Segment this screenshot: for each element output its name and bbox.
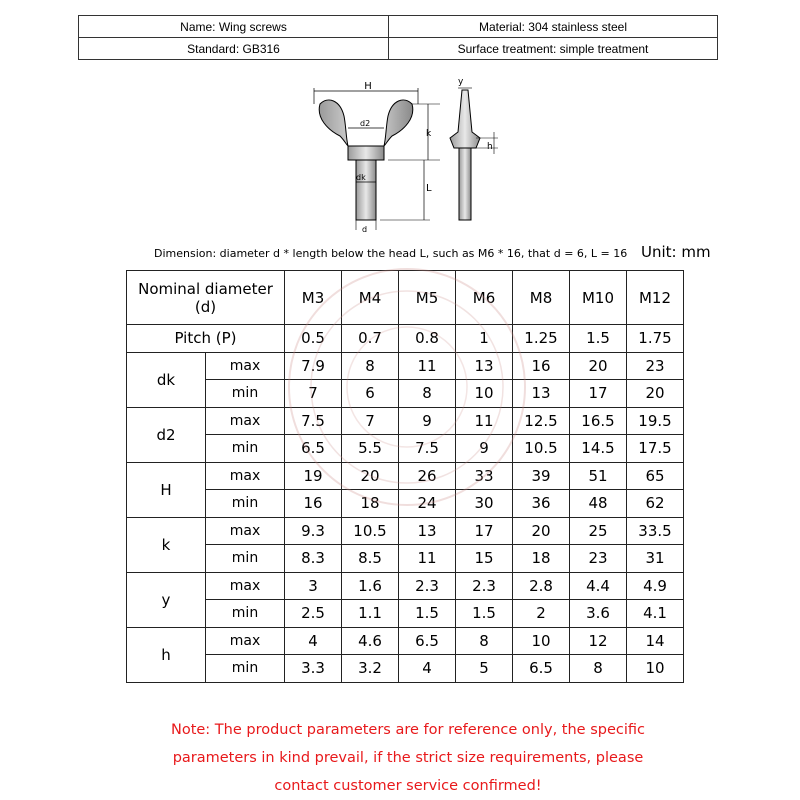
size-header: M8 [513, 271, 570, 325]
value-cell: 4.6 [342, 627, 399, 655]
dimension-row-d2-max [127, 407, 684, 435]
dimension-label: H [127, 462, 206, 517]
value-cell: 2.3 [456, 572, 513, 600]
dimension-row-H-max [127, 462, 684, 490]
size-header: M12 [627, 271, 684, 325]
value-cell: 48 [570, 490, 627, 518]
value-cell: 17 [456, 517, 513, 545]
pitch-cell: 1.5 [570, 325, 627, 353]
value-cell: 23 [570, 545, 627, 573]
note-line: Note: The product parameters are for reference only, the specific [170, 722, 646, 738]
label-H: H [364, 81, 372, 92]
value-cell: 18 [342, 490, 399, 518]
size-header: M4 [342, 271, 399, 325]
value-cell: 51 [570, 462, 627, 490]
dimension-row-y-min [127, 600, 684, 628]
label-y: y [458, 77, 464, 87]
value-cell: 7.5 [399, 435, 456, 463]
dimension-label: d2 [127, 407, 206, 462]
value-cell: 11 [399, 352, 456, 380]
pitch-label: Pitch (P) [127, 325, 285, 353]
dimension-row-h-min [127, 655, 684, 683]
pitch-cell: 1.25 [513, 325, 570, 353]
size-header: M3 [285, 271, 342, 325]
pitch-cell: 0.8 [399, 325, 456, 353]
nominal-label: Nominal diameter [138, 279, 273, 298]
value-cell: 10 [456, 380, 513, 408]
value-cell: 8.3 [285, 545, 342, 573]
max-label: max [206, 352, 285, 380]
value-cell: 20 [570, 352, 627, 380]
product-standard: Standard: GB316 [79, 38, 389, 60]
value-cell: 7.5 [285, 407, 342, 435]
product-name: Name: Wing screws [79, 16, 389, 38]
value-cell: 14.5 [570, 435, 627, 463]
value-cell: 17 [570, 380, 627, 408]
value-cell: 4 [399, 655, 456, 683]
dimension-label: k [127, 517, 206, 572]
value-cell: 2.3 [399, 572, 456, 600]
value-cell: 20 [627, 380, 684, 408]
value-cell: 11 [456, 407, 513, 435]
spec-table [126, 270, 684, 683]
value-cell: 31 [627, 545, 684, 573]
value-cell: 3 [285, 572, 342, 600]
value-cell: 16.5 [570, 407, 627, 435]
value-cell: 9.3 [285, 517, 342, 545]
label-d2: d2 [360, 119, 371, 128]
value-cell: 62 [627, 490, 684, 518]
value-cell: 5.5 [342, 435, 399, 463]
label-k: k [426, 129, 432, 139]
value-cell: 33 [456, 462, 513, 490]
pitch-cell: 1 [456, 325, 513, 353]
value-cell: 8 [342, 352, 399, 380]
dimension-row-dk-max [127, 352, 684, 380]
value-cell: 24 [399, 490, 456, 518]
dimension-row-y-max [127, 572, 684, 600]
value-cell: 2.5 [285, 600, 342, 628]
header-row [127, 271, 684, 325]
value-cell: 6.5 [285, 435, 342, 463]
size-header: M10 [570, 271, 627, 325]
dimension-row-H-min [127, 490, 684, 518]
max-label: max [206, 627, 285, 655]
value-cell: 2 [513, 600, 570, 628]
value-cell: 7 [342, 407, 399, 435]
dimension-row-d2-min [127, 435, 684, 463]
dimension-row-k-min [127, 545, 684, 573]
value-cell: 4.4 [570, 572, 627, 600]
product-surface: Surface treatment: simple treatment [389, 38, 718, 60]
value-cell: 3.6 [570, 600, 627, 628]
value-cell: 6.5 [513, 655, 570, 683]
value-cell: 13 [456, 352, 513, 380]
pitch-row [127, 325, 684, 353]
min-label: min [206, 545, 285, 573]
disclaimer-note [148, 716, 668, 800]
note-line: parameters in kind prevail, if the strict size requirements, please [172, 750, 644, 766]
value-cell: 5 [456, 655, 513, 683]
label-L: L [426, 183, 432, 194]
value-cell: 14 [627, 627, 684, 655]
value-cell: 6.5 [399, 627, 456, 655]
value-cell: 4.1 [627, 600, 684, 628]
value-cell: 25 [570, 517, 627, 545]
value-cell: 12.5 [513, 407, 570, 435]
value-cell: 3.2 [342, 655, 399, 683]
max-label: max [206, 462, 285, 490]
value-cell: 7.9 [285, 352, 342, 380]
max-label: max [206, 517, 285, 545]
front-view [314, 81, 440, 234]
value-cell: 7 [285, 380, 342, 408]
pitch-cell: 0.5 [285, 325, 342, 353]
value-cell: 18 [513, 545, 570, 573]
dimension-row-k-max [127, 517, 684, 545]
dimension-label: h [127, 627, 206, 682]
max-label: max [206, 407, 285, 435]
value-cell: 65 [627, 462, 684, 490]
value-cell: 1.1 [342, 600, 399, 628]
min-label: min [206, 655, 285, 683]
dimension-note: Dimension: diameter d * length below the head L, such as M6 * 16, that d = 6, L = 16 [154, 247, 628, 260]
value-cell: 1.5 [456, 600, 513, 628]
min-label: min [206, 490, 285, 518]
value-cell: 13 [399, 517, 456, 545]
value-cell: 11 [399, 545, 456, 573]
value-cell: 9 [456, 435, 513, 463]
dimension-label: y [127, 572, 206, 627]
value-cell: 9 [399, 407, 456, 435]
value-cell: 8 [570, 655, 627, 683]
pitch-cell: 1.75 [627, 325, 684, 353]
dimension-row-dk-min [127, 380, 684, 408]
label-h: h [487, 142, 493, 152]
product-info-table [78, 15, 718, 60]
min-label: min [206, 435, 285, 463]
wing-screw-drawing [300, 74, 510, 234]
value-cell: 10 [627, 655, 684, 683]
value-cell: 26 [399, 462, 456, 490]
value-cell: 8.5 [342, 545, 399, 573]
value-cell: 36 [513, 490, 570, 518]
value-cell: 12 [570, 627, 627, 655]
value-cell: 20 [342, 462, 399, 490]
product-material: Material: 304 stainless steel [389, 16, 718, 38]
value-cell: 3.3 [285, 655, 342, 683]
value-cell: 10 [513, 627, 570, 655]
value-cell: 30 [456, 490, 513, 518]
value-cell: 1.6 [342, 572, 399, 600]
value-cell: 39 [513, 462, 570, 490]
value-cell: 2.8 [513, 572, 570, 600]
size-header: M6 [456, 271, 513, 325]
max-label: max [206, 572, 285, 600]
size-header: M5 [399, 271, 456, 325]
value-cell: 1.5 [399, 600, 456, 628]
label-dk: dk [356, 173, 366, 182]
nominal-unit-label: (d) [194, 297, 217, 316]
min-label: min [206, 600, 285, 628]
value-cell: 4.9 [627, 572, 684, 600]
value-cell: 20 [513, 517, 570, 545]
value-cell: 19 [285, 462, 342, 490]
value-cell: 16 [285, 490, 342, 518]
note-line: contact customer service confirmed! [274, 778, 542, 794]
value-cell: 33.5 [627, 517, 684, 545]
pitch-cell: 0.7 [342, 325, 399, 353]
dimension-label: dk [127, 352, 206, 407]
value-cell: 10.5 [513, 435, 570, 463]
value-cell: 10.5 [342, 517, 399, 545]
value-cell: 19.5 [627, 407, 684, 435]
value-cell: 4 [285, 627, 342, 655]
nominal-diameter-header [127, 271, 285, 325]
label-d: d [362, 225, 368, 234]
value-cell: 6 [342, 380, 399, 408]
unit-label: Unit: mm [641, 243, 711, 261]
value-cell: 16 [513, 352, 570, 380]
dimension-row-h-max [127, 627, 684, 655]
value-cell: 15 [456, 545, 513, 573]
min-label: min [206, 380, 285, 408]
value-cell: 8 [456, 627, 513, 655]
value-cell: 23 [627, 352, 684, 380]
value-cell: 17.5 [627, 435, 684, 463]
value-cell: 8 [399, 380, 456, 408]
value-cell: 13 [513, 380, 570, 408]
side-view [450, 77, 498, 220]
